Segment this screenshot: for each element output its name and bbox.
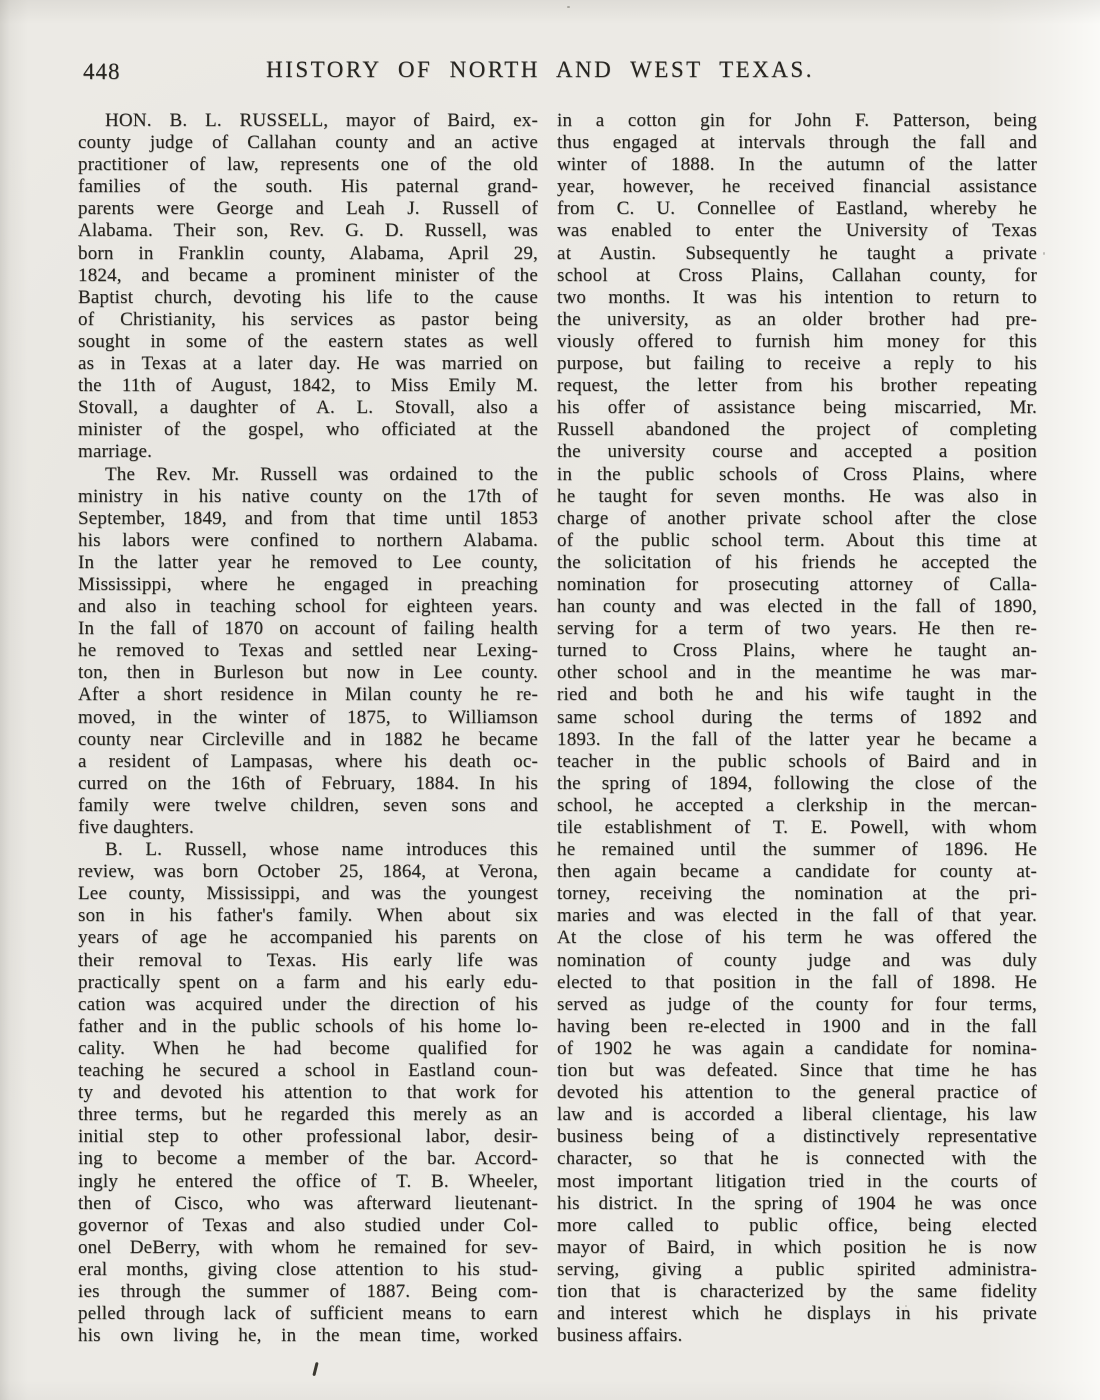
text-line: cation was acquired under the direction of his: [78, 993, 538, 1015]
text-line: Lee county, Mississippi, and was the youngest: [78, 883, 538, 905]
ink-mark: [312, 1362, 318, 1376]
text-line: law and is accorded a liberal clientage, his law: [557, 1104, 1037, 1126]
text-line: devoted his attention to the general practice of: [557, 1082, 1037, 1104]
text-line: Stovall, a daughter of A. L. Stovall, also a: [78, 397, 538, 419]
text-line: The Rev. Mr. Russell was ordained to the: [105, 463, 538, 485]
text-line: elected to that position in the fall of 1898. He: [557, 971, 1037, 993]
text-line: years of age he accompanied his parents on: [78, 927, 538, 949]
text-line: nomination of county judge and was duly: [557, 949, 1037, 971]
text-line: as in Texas at a later day. He was married on: [78, 353, 538, 375]
text-line: he removed to Texas and settled near Lexing-: [78, 640, 538, 662]
text-line: mayor of Baird, in which position he is now: [557, 1236, 1037, 1258]
text-line: governor of Texas and also studied under Col-: [78, 1214, 538, 1236]
paper-speck: [905, 1305, 907, 1307]
text-line: business affairs.: [557, 1325, 683, 1347]
text-line: 1893. In the fall of the latter year he became a: [557, 728, 1037, 750]
text-line: request, the letter from his brother repeating: [557, 375, 1037, 397]
text-line: his labors were confined to northern Alabama.: [78, 529, 538, 551]
text-line: year, however, he received financial assistance: [557, 176, 1037, 198]
text-line: Russell abandoned the project of completing: [557, 419, 1037, 441]
text-line: teacher in the public schools of Baird and in: [557, 750, 1037, 772]
text-line: school at Cross Plains, Callahan county, for: [557, 264, 1037, 286]
text-line: having been re-elected in 1900 and in the fall: [557, 1015, 1037, 1037]
text-line: his own living he, in the mean time, worked: [78, 1325, 538, 1347]
text-body: [0, 110, 1100, 1360]
text-line: family were twelve children, seven sons and: [78, 794, 538, 816]
text-line: ty and devoted his attention to that work for: [78, 1082, 538, 1104]
text-line: review, was born October 25, 1864, at Verona,: [78, 861, 538, 883]
page-header: [0, 57, 1080, 89]
text-line: school, he accepted a clerkship in the mercan-: [557, 794, 1037, 816]
paragraph: [78, 110, 538, 464]
text-line: ies through the summer of 1887. Being com-: [78, 1280, 538, 1302]
text-line: most important litigation tried in the courts of: [557, 1170, 1037, 1192]
page-number: 448: [83, 59, 121, 84]
text-line: he taught for seven months. He was also in: [557, 485, 1037, 507]
text-line: then of Cisco, who was afterward lieutenant-: [78, 1192, 538, 1214]
text-line: curred on the 16th of February, 1884. In his: [78, 772, 538, 794]
text-line: purpose, but failing to receive a reply to his: [557, 353, 1037, 375]
text-line: born in Franklin county, Alabama, April 29,: [78, 242, 538, 264]
text-line: at Austin. Subsequently he taught a private: [557, 242, 1037, 264]
text-line: maries and was elected in the fall of that year.: [557, 905, 1037, 927]
text-line: Baptist church, devoting his life to the cause: [78, 286, 538, 308]
text-line: of 1902 he was again a candidate for nomina-: [557, 1037, 1037, 1059]
paper-speck: [1043, 252, 1045, 255]
text-line: serving, giving a public spirited administra-: [557, 1258, 1037, 1280]
text-line: county judge of Callahan county and an active: [78, 132, 538, 154]
text-line: initial step to other professional labor, desir-: [78, 1126, 538, 1148]
text-line: charge of another private school after the close: [557, 507, 1037, 529]
text-line: more called to public office, being elected: [557, 1214, 1037, 1236]
text-line: HON. B. L. RUSSELL, mayor of Baird, ex-: [105, 110, 538, 131]
text-line: of Christianity, his services as pastor being: [78, 308, 538, 330]
text-line: his offer of assistance being miscarried, Mr.: [557, 397, 1037, 419]
text-line: and also in teaching school for eighteen years.: [78, 596, 538, 618]
text-line: Alabama. Their son, Rev. G. D. Russell, was: [78, 220, 538, 242]
right-column: [557, 110, 1037, 1347]
text-line: the 11th of August, 1842, to Miss Emily M.: [78, 375, 538, 397]
text-line: minister of the gospel, who officiated at the: [78, 419, 538, 441]
text-line: cality. When he had become qualified for: [78, 1037, 538, 1059]
text-line: father and in the public schools of his home lo-: [78, 1015, 538, 1037]
text-line: Mississippi, where he engaged in preaching: [78, 573, 538, 595]
text-line: two months. It was his intention to return to: [557, 286, 1037, 308]
text-line: B. L. Russell, whose name introduces this: [105, 839, 538, 861]
text-line: tion that is characterized by the same fidelity: [557, 1280, 1037, 1302]
text-line: viously offered to furnish him money for this: [557, 330, 1037, 352]
text-line: pelled through lack of sufficient means to earn: [78, 1303, 538, 1325]
text-line: their removal to Texas. His early life was: [78, 949, 538, 971]
text-line: ton, then in Burleson but now in Lee county.: [78, 662, 538, 684]
text-line: other school and in the meantime he was mar-: [557, 662, 1037, 684]
text-line: At the close of his term he was offered the: [557, 927, 1037, 949]
paper-speck: [567, 6, 570, 8]
text-line: was enabled to enter the University of Texas: [557, 220, 1037, 242]
text-line: onel DeBerry, with whom he remained for sev-: [78, 1236, 538, 1258]
text-line: the university, as an older brother had pre-: [557, 308, 1037, 330]
text-line: In the fall of 1870 on account of failing health: [78, 618, 538, 640]
paragraph: [557, 110, 1037, 1347]
text-line: a resident of Lampasas, where his death oc-: [78, 750, 538, 772]
left-column: [78, 110, 538, 1347]
text-line: eral months, giving close attention to his stud-: [78, 1258, 538, 1280]
text-line: thus engaged at intervals through the fall and: [557, 132, 1037, 154]
text-line: business being of a distinctively representative: [557, 1126, 1037, 1148]
text-line: ried and both he and his wife taught in the: [557, 684, 1037, 706]
text-line: serving for a term of two years. He then re-: [557, 618, 1037, 640]
text-line: served as judge of the county for four terms,: [557, 993, 1037, 1015]
text-line: county near Circleville and in 1882 he became: [78, 728, 538, 750]
text-line: moved, in the winter of 1875, to Williamson: [78, 706, 538, 728]
text-line: the solicitation of his friends he accepted the: [557, 551, 1037, 573]
text-line: families of the south. His paternal grand-: [78, 176, 538, 198]
paragraph: [78, 839, 538, 1347]
text-line: and interest which he displays in his private: [557, 1303, 1037, 1325]
text-line: in the public schools of Cross Plains, where: [557, 463, 1037, 485]
text-line: sought in some of the eastern states as well: [78, 330, 538, 352]
text-line: same school during the terms of 1892 and: [557, 706, 1037, 728]
paragraph: [78, 464, 538, 840]
text-line: han county and was elected in the fall of 1890,: [557, 596, 1037, 618]
text-line: torney, receiving the nomination at the pri-: [557, 883, 1037, 905]
text-line: nomination for prosecuting attorney of Calla-: [557, 573, 1037, 595]
text-line: 1824, and became a prominent minister of the: [78, 264, 538, 286]
text-line: the university course and accepted a position: [557, 441, 1037, 463]
text-line: three terms, but he regarded this merely as an: [78, 1104, 538, 1126]
text-line: in a cotton gin for John F. Patterson, being: [557, 110, 1037, 131]
text-line: In the latter year he removed to Lee county,: [78, 551, 538, 573]
text-line: tile establishment of T. E. Powell, with whom: [557, 817, 1037, 838]
text-line: son in his father's family. When about six: [78, 905, 538, 927]
running-title: HISTORY OF NORTH AND WEST TEXAS.: [266, 57, 814, 82]
text-line: character, so that he is connected with the: [557, 1148, 1037, 1170]
text-line: from C. U. Connellee of Eastland, whereby he: [557, 198, 1037, 220]
text-line: marriage.: [78, 441, 153, 463]
text-line: ministry in his native county on the 17th of: [78, 485, 538, 507]
text-line: parents were George and Leah J. Russell of: [78, 198, 538, 220]
text-line: teaching he secured a school in Eastland coun-: [78, 1060, 538, 1082]
text-line: of the public school term. About this time at: [557, 529, 1037, 551]
text-line: After a short residence in Milan county he re-: [78, 684, 538, 706]
text-line: he remained until the summer of 1896. He: [557, 839, 1037, 861]
text-line: five daughters.: [78, 817, 194, 838]
text-line: September, 1849, and from that time until 1853: [78, 507, 538, 529]
text-line: winter of 1888. In the autumn of the latter: [557, 154, 1037, 176]
text-line: then again became a candidate for county at-: [557, 861, 1037, 883]
text-line: ing to become a member of the bar. Accord-: [78, 1148, 538, 1170]
text-line: ingly he entered the office of T. B. Wheeler,: [78, 1170, 538, 1192]
text-line: practitioner of law, represents one of the old: [78, 154, 538, 176]
text-line: turned to Cross Plains, where he taught an-: [557, 640, 1037, 662]
text-line: practically spent on a farm and his early edu-: [78, 971, 538, 993]
text-line: the spring of 1894, following the close of the: [557, 772, 1037, 794]
text-line: his district. In the spring of 1904 he was once: [557, 1192, 1037, 1214]
text-line: tion but was defeated. Since that time he has: [557, 1060, 1037, 1082]
